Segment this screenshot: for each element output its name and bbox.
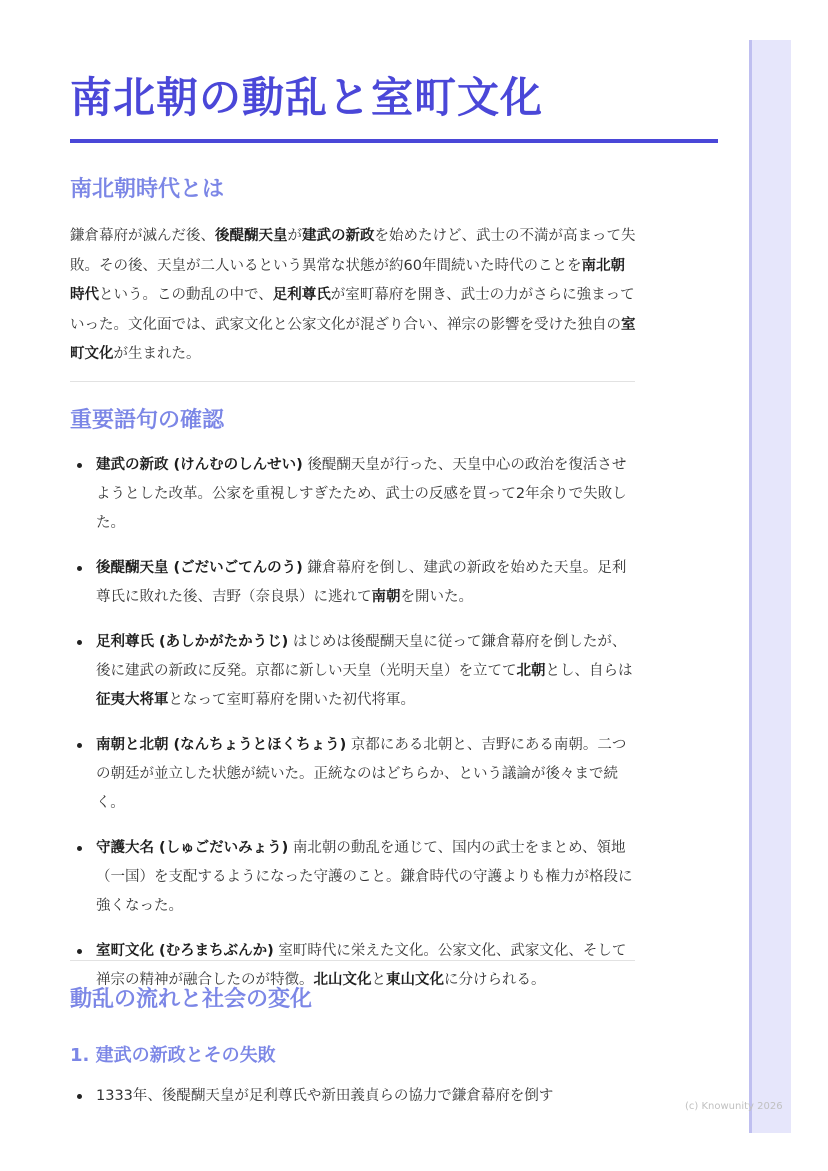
bold-term: 室町文化 <box>70 316 636 362</box>
section-heading-overview: 南北朝時代とは <box>70 177 225 202</box>
text-run: を始めたけど、武士の不満が高まって失敗。その後、天皇が二人いるという異常な状態が約60年間続いた時代のことを <box>70 228 636 274</box>
bold-term: 北山文化 <box>313 972 372 988</box>
term-item <box>70 731 636 818</box>
list-item <box>70 1082 636 1111</box>
bold-term: 南北朝時代 <box>70 257 625 303</box>
text-run: 室町時代に栄えた文化。公家文化、武家文化、そして禅宗の精神が融合したのが特徴。 <box>96 943 627 988</box>
text-run: はじめは後醍醐天皇に従って鎌倉幕府を倒したが、後に建武の新政に反発。京都に新しい天皇（光明天皇）を立てて <box>96 634 627 679</box>
term-item <box>70 834 636 921</box>
bold-term: 北朝 <box>516 663 546 679</box>
bullet-dot <box>77 1094 82 1099</box>
bold-term: 南朝 <box>371 589 401 605</box>
list-item-text: 1333年、後醍醐天皇が足利尊氏や新田義貞らの協力で鎌倉幕府を倒す <box>96 1088 554 1104</box>
bold-term: 建武の新政 <box>302 228 375 244</box>
side-margin-band <box>749 40 791 1133</box>
title-underline <box>70 139 718 143</box>
text-run: 鎌倉幕府が滅んだ後、 <box>70 228 215 244</box>
bullet-dot <box>77 743 82 748</box>
bold-term: 建武の新政 (けんむのしんせい) <box>96 457 303 473</box>
bold-term: 後醍醐天皇 <box>215 228 288 244</box>
bold-term: 守護大名 (しゅごだいみょう) <box>96 840 289 856</box>
subheading-kenmu: 1. 建武の新政とその失敗 <box>70 1045 276 1066</box>
bold-term: 南朝と北朝 (なんちょうとほくちょう) <box>96 737 347 753</box>
text-run: とし、自らは <box>545 663 633 679</box>
bold-term: 東山文化 <box>386 972 444 988</box>
term-item <box>70 628 636 715</box>
bold-term: 足利尊氏 (あしかがたかうじ) <box>96 634 289 650</box>
section-heading-flow: 動乱の流れと社会の変化 <box>70 987 313 1012</box>
text-run: が生まれた。 <box>113 346 201 362</box>
bold-term: 足利尊氏 <box>272 287 331 303</box>
section-divider <box>70 960 635 961</box>
section-divider <box>70 381 635 382</box>
text-run: が室町幕府を開き、武士の力がさらに強まっていった。文化面では、武家文化と公家文化が混ざり合い、禅宗の影響を受けた独自の <box>70 287 635 333</box>
term-item <box>70 554 636 612</box>
bullet-dot <box>77 846 82 851</box>
text-run: 京都にある北朝と、吉野にある南朝。二つの朝廷が並立した状態が続いた。正統なのはどちらか、という議論が後々まで続く。 <box>96 737 627 811</box>
text-run: という。この動乱の中で、 <box>99 287 273 303</box>
term-item <box>70 451 636 538</box>
text-run: を開いた。 <box>400 589 473 605</box>
overview-paragraph <box>70 222 636 370</box>
text-run: が <box>287 228 302 244</box>
text-run: 後醍醐天皇が行った、天皇中心の政治を復活させようとした改革。公家を重視しすぎたため、武士の反感を買って2年余りで失敗した。 <box>96 457 627 531</box>
bullet-dot <box>77 640 82 645</box>
bullet-dot <box>77 566 82 571</box>
section-heading-key-terms: 重要語句の確認 <box>70 408 225 433</box>
copyright-watermark: (c) Knowunity 2026 <box>685 1101 783 1112</box>
page-title: 南北朝の動乱と室町文化 <box>70 73 544 122</box>
bold-term: 後醍醐天皇 (ごだいごてんのう) <box>96 560 303 576</box>
bullet-dot <box>77 949 82 954</box>
bullet-dot <box>77 463 82 468</box>
flow-list <box>70 1082 636 1111</box>
key-terms-list <box>70 451 636 1011</box>
text-run: 鎌倉幕府を倒し、建武の新政を始めた天皇。足利尊氏に敗れた後、吉野（奈良県）に逃れて <box>96 560 627 605</box>
text-run: に分けられる。 <box>444 972 546 988</box>
bold-term: 室町文化 (むろまちぶんか) <box>96 943 274 959</box>
text-run: 南北朝の動乱を通じて、国内の武士をまとめ、領地（一国）を支配するようになった守護のこと。鎌倉時代の守護よりも権力が格段に強くなった。 <box>96 840 633 914</box>
bold-term: 征夷大将軍 <box>96 692 169 708</box>
text-run: となって室町幕府を開いた初代将軍。 <box>168 692 415 708</box>
text-run: と <box>371 972 386 988</box>
